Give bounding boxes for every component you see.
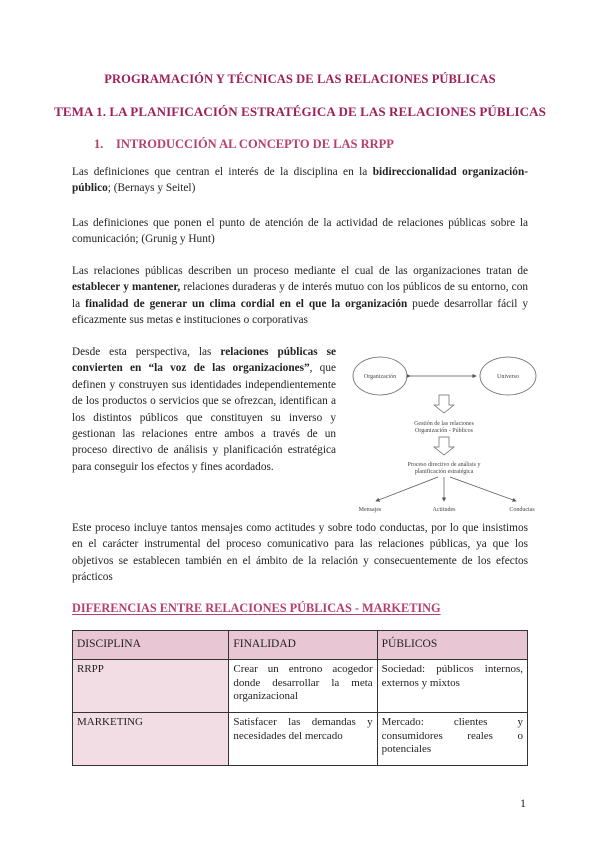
unit-title: TEMA 1. LA PLANIFICACIÓN ESTRATÉGICA DE LAS RELACIONES PÚBLICAS bbox=[54, 104, 546, 119]
header-cell-publicos: PÚBLICOS bbox=[377, 631, 527, 660]
table-cell: Satisfacer las demandas y necesidades del mercado bbox=[229, 713, 377, 766]
bold-span: finalidad de generar un clima cordial en el que la organización bbox=[85, 297, 408, 310]
paragraph-perspectiva bbox=[72, 344, 336, 475]
course-title: PROGRAMACIÓN Y TÉCNICAS DE LAS RELACIONES PÚBLICAS bbox=[104, 72, 496, 86]
table-row bbox=[73, 713, 528, 766]
process-label-2: planificación estratégica bbox=[414, 469, 474, 475]
paragraph-comunicacion: Las definiciones que ponen el punto de atención de la actividad de relaciones públicas sobre la comunicación; (Grunig y Hunt) bbox=[72, 217, 528, 246]
organization-label: Organización bbox=[363, 374, 397, 380]
management-label-2: Organización - Públicos bbox=[415, 428, 473, 434]
output-attitudes: Actitudes bbox=[432, 507, 456, 513]
text-span: Desde esta perspectiva, las bbox=[72, 346, 221, 358]
bold-span: bidireccionalidad organización-público bbox=[72, 166, 528, 195]
section-number: 1. bbox=[94, 137, 104, 151]
rrpp-process-diagram bbox=[348, 343, 544, 519]
table-cell: Crear un entrono acogedor donde desarrollar la meta organizacional bbox=[229, 660, 377, 713]
differences-title: DIFERENCIAS ENTRE RELACIONES PÚBLICAS - MARKETING bbox=[72, 601, 441, 615]
text-span: puede desarrollar fácil y eficazmente sus metas e instituciones o corporativas bbox=[72, 297, 528, 327]
table-cell: RRPP bbox=[73, 660, 229, 713]
table-header-row bbox=[73, 631, 528, 660]
management-label-1: Gestión de las relaciones bbox=[414, 421, 474, 427]
text-span: Las relaciones públicas describen un proceso mediante el cual de las organizaciones tratan de bbox=[72, 265, 528, 277]
table-cell: Sociedad: públicos internos, externos y mixtos bbox=[377, 660, 527, 713]
paragraph-mensajes: Este proceso incluye tantos mensajes como actitudes y sobre todo conductas, por lo que insistimos en el carácter instrumental del proceso comunicativo para las relaciones públicas, ya que los objetivos se establecen también en el ámbito de la relación y consecuentemente de los efectos prácticos bbox=[72, 522, 528, 584]
header-cell-disciplina: DISCIPLINA bbox=[73, 631, 229, 660]
table-cell: Mercado: clientes y consumidores reales o potenciales bbox=[377, 713, 527, 766]
header-cell-finalidad: FINALIDAD bbox=[229, 631, 377, 660]
text-span: , que definen y construyen sus identidades independientemente de los productos o servicios que se ofrezcan, identifican a los distintos públicos que constituyen su inverso y gestionan las relaciones entre ambos a través de un proceso directivo de análisis y planificación estratégica para conseguir los efectos y fines acordados. bbox=[72, 362, 336, 473]
differences-table bbox=[72, 630, 528, 766]
table-row bbox=[73, 660, 528, 713]
output-messages: Mensajes bbox=[358, 507, 382, 513]
branch-right bbox=[450, 477, 516, 501]
down-arrow-2 bbox=[434, 437, 454, 455]
bold-span: establecer y mantener, bbox=[72, 281, 181, 294]
text-span: ; (Bernays y Seitel) bbox=[107, 182, 196, 195]
section-heading bbox=[94, 137, 394, 152]
down-arrow-1 bbox=[434, 395, 454, 413]
branch-left bbox=[376, 477, 438, 501]
text-span: Las definiciones que centran el interés de la disciplina en la bbox=[72, 166, 373, 178]
universe-label: Universo bbox=[497, 374, 519, 380]
section-title: INTRODUCCIÓN AL CONCEPTO DE LAS RRPP bbox=[116, 137, 394, 151]
bold-span: relaciones públicas se convierten en “la voz de las organizaciones” bbox=[72, 346, 336, 375]
paragraph-proceso bbox=[72, 263, 528, 329]
output-conducts: Conductas bbox=[509, 507, 535, 513]
page-number: 1 bbox=[520, 796, 526, 810]
table-cell: MARKETING bbox=[73, 713, 229, 766]
process-label-1: Proceso directivo de análisis y bbox=[407, 462, 481, 468]
diagram-svg bbox=[348, 343, 544, 519]
text-span: relaciones duraderas y de interés mutuo con los públicos de su entorno, con la bbox=[72, 281, 528, 310]
paragraph-bidireccionalidad bbox=[72, 164, 528, 197]
